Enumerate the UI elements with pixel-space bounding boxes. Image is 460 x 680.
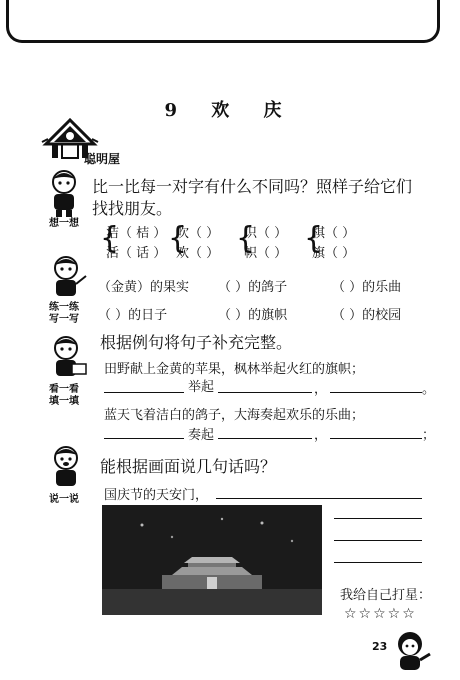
phrase-5: （ ）的旗帜 <box>218 308 288 323</box>
brace: { <box>236 221 256 256</box>
pair-top: 洁（ 桔 ） <box>106 226 167 241</box>
speaking-child-icon <box>44 444 88 494</box>
brace: { <box>100 221 120 256</box>
section-name: 聪明屋 <box>84 152 121 166</box>
blank-2b[interactable] <box>218 438 312 439</box>
tiananmen-photo <box>102 505 322 615</box>
look-caption-line1: 看一看 <box>49 384 79 395</box>
rating-stars[interactable]: ☆☆☆☆☆ <box>344 606 417 622</box>
example-sentence-1: 田野献上金黄的苹果，枫林举起火红的旗帜； <box>104 362 365 377</box>
look-prompt: 根据例句将句子补充完整。 <box>100 333 293 352</box>
blank-1-end: 。 <box>422 382 436 397</box>
example-sentence-2: 蓝天飞着洁白的鸽子，大海奏起欢乐的乐曲； <box>104 408 365 423</box>
think-prompt: 比一比每一对字有什么不同吗？照样子给它们找找朋友。 <box>92 177 413 218</box>
blank-2-end: ； <box>422 428 436 443</box>
writing-child-icon <box>44 254 88 304</box>
reading-child-icon <box>44 334 88 384</box>
answer-line-3[interactable] <box>334 540 422 541</box>
look-caption-line2: 填一填 <box>49 396 79 407</box>
phrase-3: （ ）的乐曲 <box>332 280 402 295</box>
rating-label: 我给自己打星： <box>340 588 432 603</box>
answer-line-4[interactable] <box>334 562 422 563</box>
blank-2a[interactable] <box>104 438 184 439</box>
pair-top: 吹（ ） <box>176 226 220 241</box>
brace: { <box>168 221 188 256</box>
blank-1b[interactable] <box>218 392 312 393</box>
page-top-frame <box>6 0 440 43</box>
pair-bottom: 活（ 话 ） <box>106 246 167 261</box>
think-caption: 想一想 <box>49 218 79 229</box>
speak-caption: 说一说 <box>49 494 79 505</box>
pair-bottom: 旗（ ） <box>312 246 356 261</box>
pair-top: 识（ ） <box>244 226 288 241</box>
comma: ， <box>314 382 328 397</box>
lesson-title: 9 欢 庆 <box>164 100 296 121</box>
pair-bottom: 欢（ ） <box>176 246 220 261</box>
blank-1c[interactable] <box>330 392 422 393</box>
practice-caption-line2: 写一写 <box>49 314 79 325</box>
speak-sentence-start: 国庆节的天安门， <box>104 488 209 503</box>
answer-line-2[interactable] <box>334 518 422 519</box>
page-number: 23 <box>372 640 388 653</box>
practice-caption-line1: 练一练 <box>49 302 79 313</box>
char-pairs <box>100 222 430 266</box>
phrase-2: （ ）的鸽子 <box>218 280 288 295</box>
answer-line-1[interactable] <box>216 498 422 499</box>
phrase-1: （金黄）的果实 <box>98 280 190 295</box>
brace: { <box>304 221 324 256</box>
blank-1-word: 举起 <box>188 380 215 395</box>
blank-2-word: 奏起 <box>188 428 215 443</box>
phrase-6: （ ）的校园 <box>332 308 402 323</box>
phrase-4: （ ）的日子 <box>98 308 168 323</box>
comma: ， <box>314 428 328 443</box>
cartoon-child-icon <box>388 628 432 674</box>
tiananmen-illustration <box>102 505 322 615</box>
blank-2c[interactable] <box>330 438 422 439</box>
pair-top: 棋（ ） <box>312 226 356 241</box>
blank-1a[interactable] <box>104 392 184 393</box>
thinking-child-icon <box>42 168 86 218</box>
pair-bottom: 帜（ ） <box>244 246 288 261</box>
speak-prompt: 能根据画面说几句话吗？ <box>100 457 277 476</box>
